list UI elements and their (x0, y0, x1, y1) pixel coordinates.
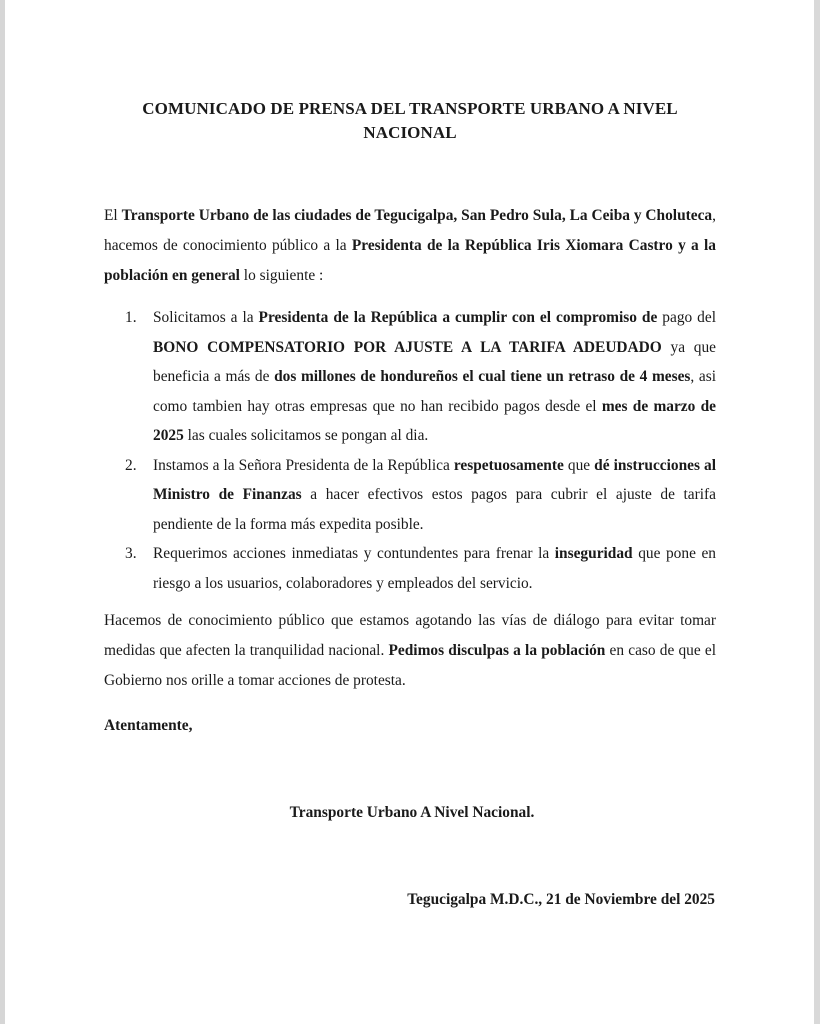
text-segment: Instamos a la Señora Presidenta de la República (153, 456, 454, 474)
list-item (104, 451, 716, 540)
bold-text-segment: dé instrucciones al Ministro de Finanzas (153, 456, 716, 503)
bold-text-segment: dos millones de hondureños el cual tiene un retraso de 4 meses (274, 368, 691, 385)
demands-list (104, 303, 716, 598)
text-segment: lo siguiente : (239, 267, 324, 284)
document-title (104, 97, 716, 145)
text-segment: a hacer efectivos estos pagos para cubrir el ajuste de tarifa pendiente de la forma más expedita posible. (153, 486, 716, 533)
text-segment: ya que beneficia a más de (153, 338, 716, 385)
list-item-text (153, 457, 716, 533)
text-segment: El (104, 207, 122, 224)
intro-paragraph (104, 201, 716, 291)
list-item-text (153, 545, 716, 592)
organization-name: Transporte Urbano A Nivel Nacional. (289, 804, 535, 821)
text-segment: Solicitamos a la (153, 309, 259, 326)
closing-paragraph (104, 606, 716, 696)
organization-signature (0, 798, 820, 828)
list-item-number: 3. (125, 545, 137, 562)
sign-off: Atentamente, (104, 717, 193, 734)
list-item (104, 303, 716, 451)
list-item-number: 1. (125, 309, 137, 326)
title-line-1: COMUNICADO DE PRENSA DEL TRANSPORTE URBANO A NIVEL (142, 99, 678, 118)
bold-text-segment: mes de marzo de 2025 (153, 397, 716, 444)
bold-text-segment: BONO COMPENSATORIO POR AJUSTE A LA TARIFA ADEUDADO (153, 338, 662, 356)
text-segment: las cuales solicitamos se pongan al dia. (183, 427, 429, 444)
list-item (104, 539, 716, 598)
bold-text-segment: Transporte Urbano de las ciudades de Tegucigalpa, San Pedro Sula, La Ceiba y Choluteca (121, 207, 713, 224)
bold-text-segment: Presidenta de la República a cumplir con el compromiso de (258, 309, 658, 326)
text-segment: en caso de que el Gobierno nos orille a tomar acciones de protesta. (104, 642, 717, 689)
text-segment: Hacemos de conocimiento público que estamos agotando las vías de diálogo para evitar tomar medidas que afecten la tranquilidad nacional. (104, 612, 716, 659)
text-segment: Requerimos acciones inmediatas y contundentes para frenar la (153, 545, 555, 562)
list-item-number: 2. (125, 456, 137, 474)
bold-text-segment: inseguridad (554, 545, 633, 562)
text-segment: , asi como tambien hay otras empresas que no han recibido pagos desde el (153, 368, 716, 415)
text-segment: , hacemos de conocimiento público a la (104, 207, 716, 254)
place-and-date: Tegucigalpa M.D.C., 21 de Noviembre del 2025 (407, 891, 715, 908)
title-line-2: NACIONAL (363, 123, 457, 142)
bold-text-segment: respetuosamente (453, 456, 564, 474)
bold-text-segment: Presidenta de la República Iris Xiomara Castro y a la población en general (104, 237, 716, 284)
list-item-text (153, 309, 716, 444)
text-segment: pago del (657, 309, 716, 326)
text-segment: que pone en riesgo a los usuarios, colaboradores y empleados del servicio. (153, 545, 716, 592)
bold-text-segment: Pedimos disculpas a la población (388, 642, 606, 659)
text-segment: que (563, 456, 595, 474)
